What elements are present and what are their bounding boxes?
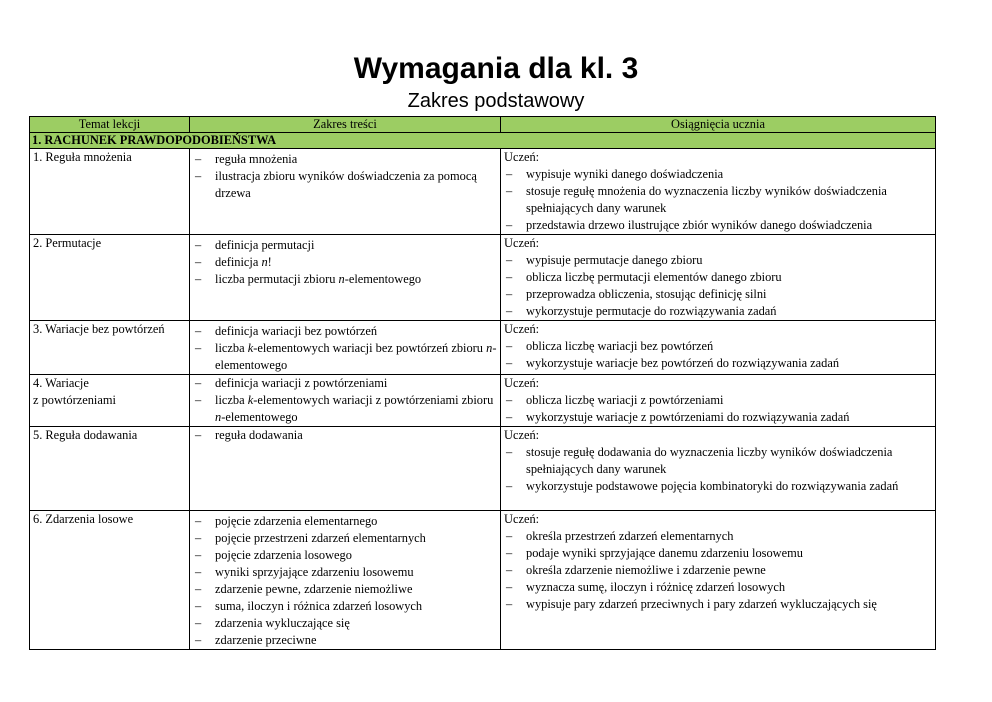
list-item: – wypisuje permutacje danego zbioru (504, 252, 932, 269)
scope-cell (190, 511, 501, 650)
list-item: – wykorzystuje wariacje z powtórzeniami do rozwiązywania zadań (504, 409, 932, 426)
list-item: – wykorzystuje podstawowe pojęcia kombinatoryki do rozwiązywania zadań (504, 478, 932, 495)
outcomes-lead: Uczeń: (504, 376, 540, 390)
section-row (30, 133, 936, 149)
list-item: – zdarzenia wykluczające się (193, 615, 497, 632)
outcomes-cell (501, 235, 936, 321)
list-item: – wykorzystuje permutacje do rozwiązywania zadań (504, 303, 932, 320)
list-item: – stosuje regułę dodawania do wyznaczenia liczby wyników doświadczenia spełniających dany warunek (504, 444, 932, 478)
header-outcomes: Osiągnięcia ucznia (501, 117, 936, 133)
list-item: – podaje wyniki sprzyjające danemu zdarzeniu losowemu (504, 545, 932, 562)
topic-cell (30, 375, 190, 427)
outcomes-lead: Uczeń: (504, 512, 540, 526)
list-item: – wyniki sprzyjające zdarzeniu losowemu (193, 564, 497, 581)
list-item: – określa przestrzeń zdarzeń elementarnych (504, 528, 932, 545)
list-item: – reguła dodawania (193, 427, 497, 444)
list-item: – przeprowadza obliczenia, stosując definicję silni (504, 286, 932, 303)
page-title: Wymagania dla kl. 3 (353, 52, 639, 85)
table-row (30, 427, 936, 511)
list-item: – pojęcie zdarzenia losowego (193, 547, 497, 564)
outcomes-lead: Uczeń: (504, 150, 540, 164)
topic-cell: 5. Reguła dodawania (30, 427, 190, 511)
outcomes-cell (501, 427, 936, 511)
table-row (30, 375, 936, 427)
outcomes-lead: Uczeń: (504, 428, 540, 442)
list-item: – wypisuje wyniki danego doświadczenia (504, 166, 932, 183)
list-item: – liczba k-elementowych wariacji bez powtórzeń zbioru n-elementowego (193, 340, 497, 374)
list-item: – suma, iloczyn i różnica zdarzeń losowych (193, 598, 497, 615)
header-topic: Temat lekcji (30, 117, 190, 133)
list-item: – definicja wariacji bez powtórzeń (193, 323, 497, 340)
scope-cell (190, 375, 501, 427)
list-item: – ilustracja zbioru wyników doświadczenia za pomocą drzewa (193, 168, 497, 202)
list-item: – określa zdarzenie niemożliwe i zdarzenie pewne (504, 562, 932, 579)
topic-line: z powtórzeniami (33, 393, 116, 407)
list-item: – pojęcie zdarzenia elementarnego (193, 513, 497, 530)
list-item: – reguła mnożenia (193, 151, 497, 168)
list-item: – oblicza liczbę wariacji bez powtórzeń (504, 338, 932, 355)
outcomes-cell (501, 375, 936, 427)
outcomes-cell (501, 321, 936, 375)
list-item: – stosuje regułę mnożenia do wyznaczenia liczby wyników doświadczenia spełniających dany warunek (504, 183, 932, 217)
list-item: – przedstawia drzewo ilustrujące zbiór wyników danego doświadczenia (504, 217, 932, 234)
list-item: – zdarzenie pewne, zdarzenie niemożliwe (193, 581, 497, 598)
topic-cell: 1. Reguła mnożenia (30, 149, 190, 235)
list-item: – wykorzystuje wariacje bez powtórzeń do rozwiązywania zadań (504, 355, 932, 372)
list-item: – definicja n! (193, 254, 497, 271)
list-item: – oblicza liczbę wariacji z powtórzeniami (504, 392, 932, 409)
outcomes-lead: Uczeń: (504, 322, 540, 336)
topic-line: 4. Wariacje (33, 376, 89, 390)
header-scope: Zakres treści (190, 117, 501, 133)
list-item: – oblicza liczbę permutacji elementów danego zbioru (504, 269, 932, 286)
list-item: – definicja wariacji z powtórzeniami (193, 375, 497, 392)
table-row (30, 321, 936, 375)
scope-cell (190, 427, 501, 511)
page-subtitle: Zakres podstawowy (407, 90, 585, 112)
topic-cell: 2. Permutacje (30, 235, 190, 321)
list-item: – definicja permutacji (193, 237, 497, 254)
list-item: – liczba k-elementowych wariacji z powtórzeniami zbioru n-elementowego (193, 392, 497, 426)
topic-cell: 6. Zdarzenia losowe (30, 511, 190, 650)
topic-cell: 3. Wariacje bez powtórzeń (30, 321, 190, 375)
list-item: – wypisuje pary zdarzeń przeciwnych i pary zdarzeń wykluczających się (504, 596, 932, 613)
scope-cell (190, 321, 501, 375)
table-row (30, 511, 936, 650)
outcomes-cell (501, 149, 936, 235)
table-row (30, 235, 936, 321)
scope-cell (190, 235, 501, 321)
table-row (30, 149, 936, 235)
outcomes-cell (501, 511, 936, 650)
list-item: – pojęcie przestrzeni zdarzeń elementarnych (193, 530, 497, 547)
section-title: 1. RACHUNEK PRAWDOPODOBIEŃSTWA (30, 133, 936, 149)
list-item: – wyznacza sumę, iloczyn i różnicę zdarzeń losowych (504, 579, 932, 596)
requirements-table (29, 116, 936, 650)
outcomes-lead: Uczeń: (504, 236, 540, 250)
list-item: – zdarzenie przeciwne (193, 632, 497, 649)
scope-cell (190, 149, 501, 235)
list-item: – liczba permutacji zbioru n-elementowego (193, 271, 497, 288)
table-header-row (30, 117, 936, 133)
